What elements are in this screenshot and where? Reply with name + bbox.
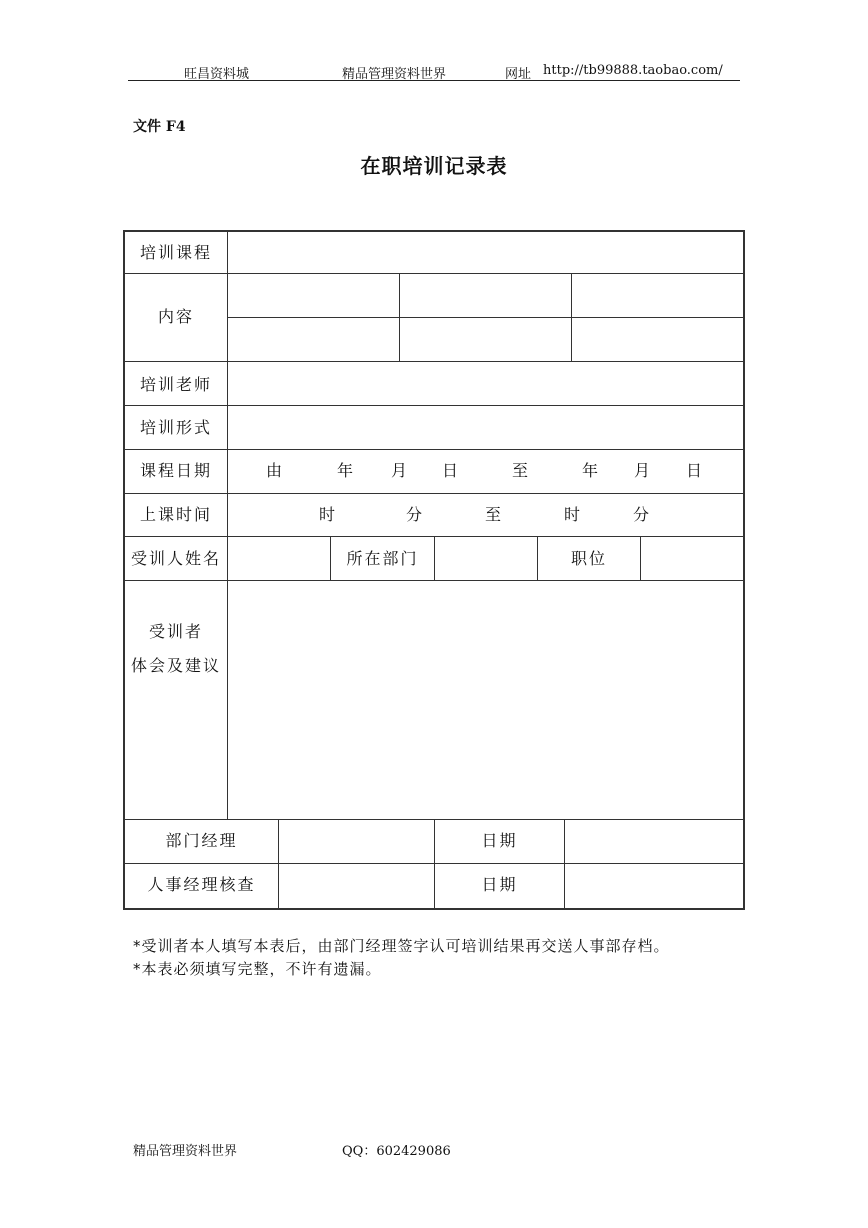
label-feedback-line1: 受训者 [148,622,203,641]
note-2: *本表必须填写完整，不许有遗漏。 [133,960,382,978]
time-part-minute: 分 [406,505,425,524]
label-course: 培训课程 [139,243,212,262]
header-url[interactable]: http://tb99888.taobao.com/ [543,63,723,78]
label-content: 内容 [157,307,194,326]
page-title: 在职培训记录表 [360,154,508,178]
document-number: 文件 F4 [133,119,186,135]
time-part-minute-2: 分 [633,505,652,524]
date-part-from: 由 [266,461,285,480]
label-trainee-name: 受训人姓名 [130,549,221,568]
time-part-hour: 时 [319,505,338,524]
label-format: 培训形式 [139,418,212,437]
label-position: 职位 [570,549,607,568]
date-part-to: 至 [512,461,531,480]
label-dept-manager: 部门经理 [165,831,238,850]
training-record-form [123,230,745,910]
label-hr-review: 人事经理核查 [147,875,256,894]
label-course-date: 课程日期 [139,461,212,480]
label-feedback-line2: 体会及建议 [130,656,221,675]
header-url-label: 网址 [505,67,532,82]
header-world-name: 精品管理资料世界 [342,67,447,82]
note-1: *受训者本人填写本表后，由部门经理签字认可培训结果再交送人事部存档。 [133,937,670,955]
date-part-day-2: 日 [686,461,705,480]
date-part-year-2: 年 [582,461,601,480]
header-rule [128,80,740,81]
label-teacher: 培训老师 [139,375,212,394]
label-department: 所在部门 [346,549,419,568]
time-part-to: 至 [485,505,504,524]
footer-world-name: 精品管理资料世界 [133,1144,238,1159]
date-part-day: 日 [442,461,461,480]
label-date-2: 日期 [481,875,518,894]
time-part-hour-2: 时 [564,505,583,524]
date-part-month-2: 月 [634,461,653,480]
footer-qq: QQ：602429086 [342,1144,451,1159]
date-part-month: 月 [391,461,410,480]
label-date-1: 日期 [481,831,518,850]
header-shop-name: 旺昌资料城 [184,67,250,82]
date-part-year: 年 [337,461,356,480]
label-class-time: 上课时间 [139,505,212,524]
